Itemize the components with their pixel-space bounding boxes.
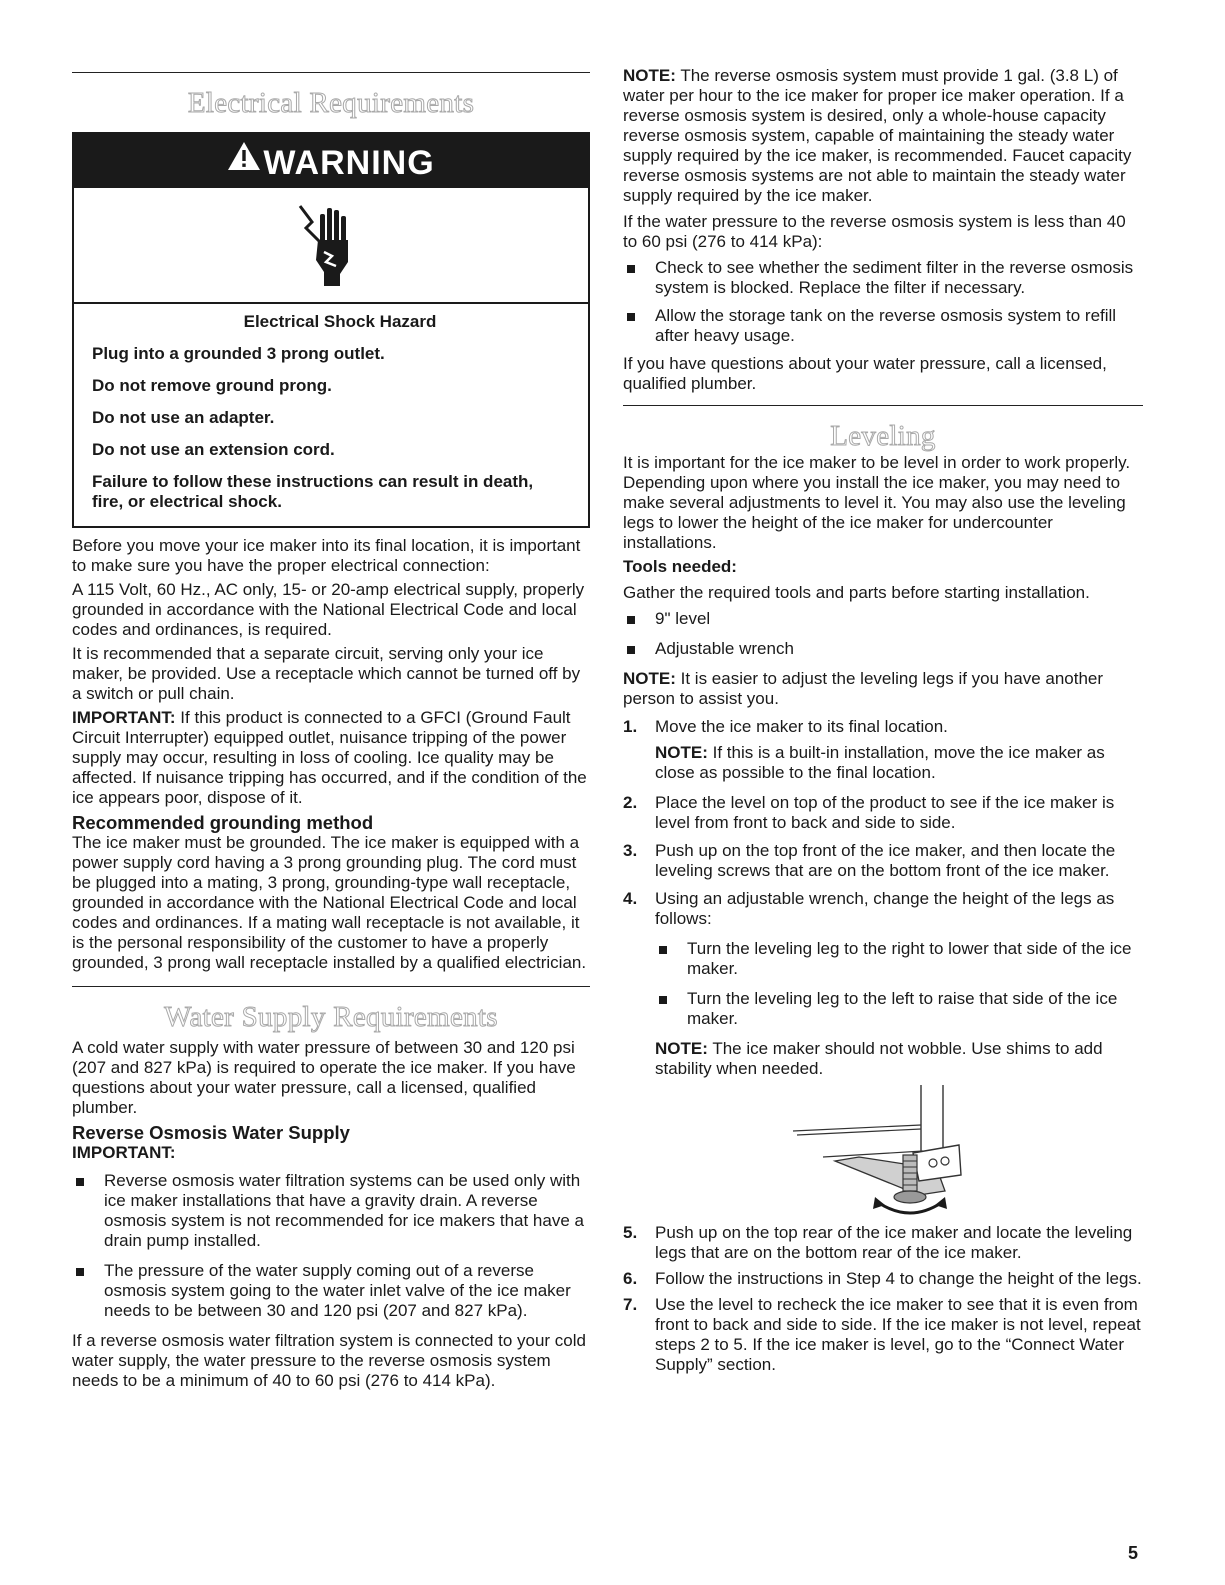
water-supply-title: Water Supply Requirements — [164, 1001, 498, 1033]
step4-bullet-list — [655, 939, 1143, 1029]
step-text: Using an adjustable wrench, change the height of the legs as follows: — [655, 889, 1115, 928]
list-item: 9" level — [623, 609, 1143, 629]
note-paragraph — [623, 669, 1143, 709]
step-text: Push up on the top rear of the ice maker and locate the leveling legs that are on the bottom rear of the ice maker. — [655, 1223, 1133, 1262]
note-text: If this is a built-in installation, move the ice maker as close as possible to the final location. — [655, 743, 1105, 782]
step-note — [655, 743, 1143, 783]
note-label: NOTE: — [623, 669, 676, 688]
step-text: Move the ice maker to its final location. — [655, 717, 948, 736]
electrical-requirements-title: Electrical Requirements — [187, 87, 475, 119]
step-item — [623, 717, 1143, 783]
water-paragraph: If you have questions about your water pressure, call a licensed, qualified plumber. — [623, 354, 1107, 393]
note-text: The ice maker should not wobble. Use shims to add stability when needed. — [655, 1039, 1103, 1078]
water-paragraph: If the water pressure to the reverse osmosis system is less than 40 to 60 psi (276 to 414 kPa): — [623, 212, 1126, 251]
warning-triangle-icon — [227, 133, 261, 187]
warning-icon-row — [74, 188, 588, 304]
list-item: Turn the leveling leg to the right to lower that side of the ice maker. — [655, 939, 1143, 979]
grounding-paragraph: The ice maker must be grounded. The ice maker is equipped with a power supply cord having a 3 prong grounding plug. The cord must be plugged into a mating, 3 prong, grounding-type wall receptacle, grounded in accordance with the National Electrical Code and local codes and ordinances. If a mating wall receptacle is not available, it is the personal responsibility of the customer to have a properly grounded, 3 prong wall receptacle installed by a qualified electrician. — [72, 833, 587, 972]
step-item — [623, 889, 1143, 1079]
reverse-osmosis-heading: Reverse Osmosis Water Supply — [72, 1122, 350, 1143]
warning-line: Do not remove ground prong. — [92, 376, 332, 395]
section-divider — [72, 986, 590, 987]
warning-line: Do not use an adapter. — [92, 408, 275, 427]
hazard-title: Electrical Shock Hazard — [243, 312, 437, 331]
electrical-paragraph: A 115 Volt, 60 Hz., AC only, 15- or 20-amp electrical supply, properly grounded in accordance with the National Electrical Code and local codes and ordinances, is required. — [72, 580, 585, 639]
note-label: NOTE: — [623, 66, 676, 85]
step-item — [623, 1269, 1143, 1289]
important-label: IMPORTANT: — [72, 1143, 176, 1162]
right-column — [623, 0, 1143, 1375]
leveling-paragraph: It is important for the ice maker to be level in order to work properly. Depending upon where you install the ice maker, you may need to make several adjustments to level it. You may also use the leveling legs to lower the height of the ice maker for undercounter installations. — [623, 453, 1131, 552]
ro-bullet-list — [72, 1171, 590, 1321]
step-note — [655, 1039, 1143, 1079]
important-text: If this product is connected to a GFCI (Ground Fault Circuit Interrupter) equipped outlet, nuisance tripping of the power supply may occur, resulting in loss of cooling. Ice quality may be affected. If nuisance tripping has occurred, and if the condition of the ice appears poor, dispose of it. — [72, 708, 587, 807]
warning-body — [74, 304, 588, 526]
grounding-heading: Recommended grounding method — [72, 812, 374, 833]
tools-heading: Tools needed: — [623, 557, 737, 576]
note-label: NOTE: — [655, 1039, 708, 1058]
important-label: IMPORTANT: — [72, 708, 176, 727]
electrical-paragraph: Before you move your ice maker into its final location, it is important to make sure you have the proper electrical connection: — [72, 536, 581, 575]
water-paragraph: If a reverse osmosis water filtration system is connected to your cold water supply, the water pressure to the reverse osmosis system needs to be a minimum of 40 to 60 psi (276 to 414 kPa). — [72, 1331, 586, 1390]
warning-label: WARNING — [263, 144, 435, 183]
section-divider — [72, 72, 590, 73]
step-text: Place the level on top of the product to see if the ice maker is level from front to back and side to side. — [655, 793, 1115, 832]
tools-intro: Gather the required tools and parts before starting installation. — [623, 583, 1090, 602]
step-number: 7. — [623, 1295, 638, 1314]
warning-failure: Failure to follow these instructions can result in death, fire, or electrical shock. — [92, 472, 534, 511]
page-number: 5 — [1128, 1543, 1139, 1563]
step-item — [623, 1223, 1143, 1263]
step-text: Use the level to recheck the ice maker to see that it is even from front to back and side to side. If the ice maker is not level, repeat steps 2 to 5. If the ice maker is level, go to the “Connect Water Supply” section. — [655, 1295, 1141, 1374]
step-item — [623, 1295, 1143, 1375]
note-text: It is easier to adjust the leveling legs if you have another person to assist you. — [623, 669, 1104, 708]
note-label: NOTE: — [655, 743, 708, 762]
list-item: Allow the storage tank on the reverse osmosis system to refill after heavy usage. — [623, 306, 1143, 346]
warning-line: Plug into a grounded 3 prong outlet. — [92, 344, 385, 363]
section-divider — [623, 405, 1143, 406]
leveling-steps — [623, 717, 1143, 1079]
step-item — [623, 793, 1143, 833]
electrical-paragraph: It is recommended that a separate circuit, serving only your ice maker, be provided. Use a receptacle which cannot be turned off by a switch or pull chain. — [72, 644, 581, 703]
leveling-leg-illustration — [623, 1085, 1143, 1221]
step-text: Follow the instructions in Step 4 to change the height of the legs. — [655, 1269, 1142, 1288]
step-number: 4. — [623, 889, 638, 908]
leveling-steps-continued — [623, 1223, 1143, 1375]
important-paragraph — [72, 708, 590, 808]
step-item — [623, 841, 1143, 881]
step-number: 5. — [623, 1223, 638, 1242]
warning-line: Do not use an extension cord. — [92, 440, 335, 459]
warning-box — [72, 132, 590, 528]
step-number: 3. — [623, 841, 638, 860]
electrical-shock-hand-icon — [294, 200, 358, 295]
pressure-bullet-list — [623, 258, 1143, 346]
tools-list — [623, 609, 1143, 659]
list-item: Adjustable wrench — [623, 639, 1143, 659]
warning-header — [74, 134, 588, 188]
list-item: Turn the leveling leg to the left to raise that side of the ice maker. — [655, 989, 1143, 1029]
step-text: Push up on the top front of the ice maker, and then locate the leveling screws that are on the bottom front of the ice maker. — [655, 841, 1116, 880]
step-number: 1. — [623, 717, 638, 736]
leveling-title: Leveling — [830, 420, 936, 452]
step-number: 6. — [623, 1269, 638, 1288]
list-item: Reverse osmosis water filtration systems can be used only with ice maker installations that have a gravity drain. A reverse osmosis system is not recommended for ice makers that have a drain pump installed. — [72, 1171, 590, 1251]
water-paragraph: A cold water supply with water pressure of between 30 and 120 psi (207 and 827 kPa) is required to operate the ice maker. If you have questions about your water pressure, call a licensed, qualified plumber. — [72, 1038, 576, 1117]
step-number: 2. — [623, 793, 638, 812]
list-item: Check to see whether the sediment filter in the reverse osmosis system is blocked. Replace the filter if necessary. — [623, 258, 1143, 298]
note-text: The reverse osmosis system must provide 1 gal. (3.8 L) of water per hour to the ice maker for proper ice maker operation. If a reverse osmosis system is desired, only a whole-house capacity reverse osmosis system, capable of maintaining the steady water supply required by the ice maker, is recommended. Faucet capacity reverse osmosis systems are not able to maintain the steady water supply required by the ice maker. — [623, 66, 1132, 205]
list-item: The pressure of the water supply coming out of a reverse osmosis system going to the water inlet valve of the ice maker needs to be between 30 and 120 psi (207 and 827 kPa). — [72, 1261, 590, 1321]
left-column — [72, 0, 590, 1391]
note-paragraph — [623, 66, 1143, 206]
